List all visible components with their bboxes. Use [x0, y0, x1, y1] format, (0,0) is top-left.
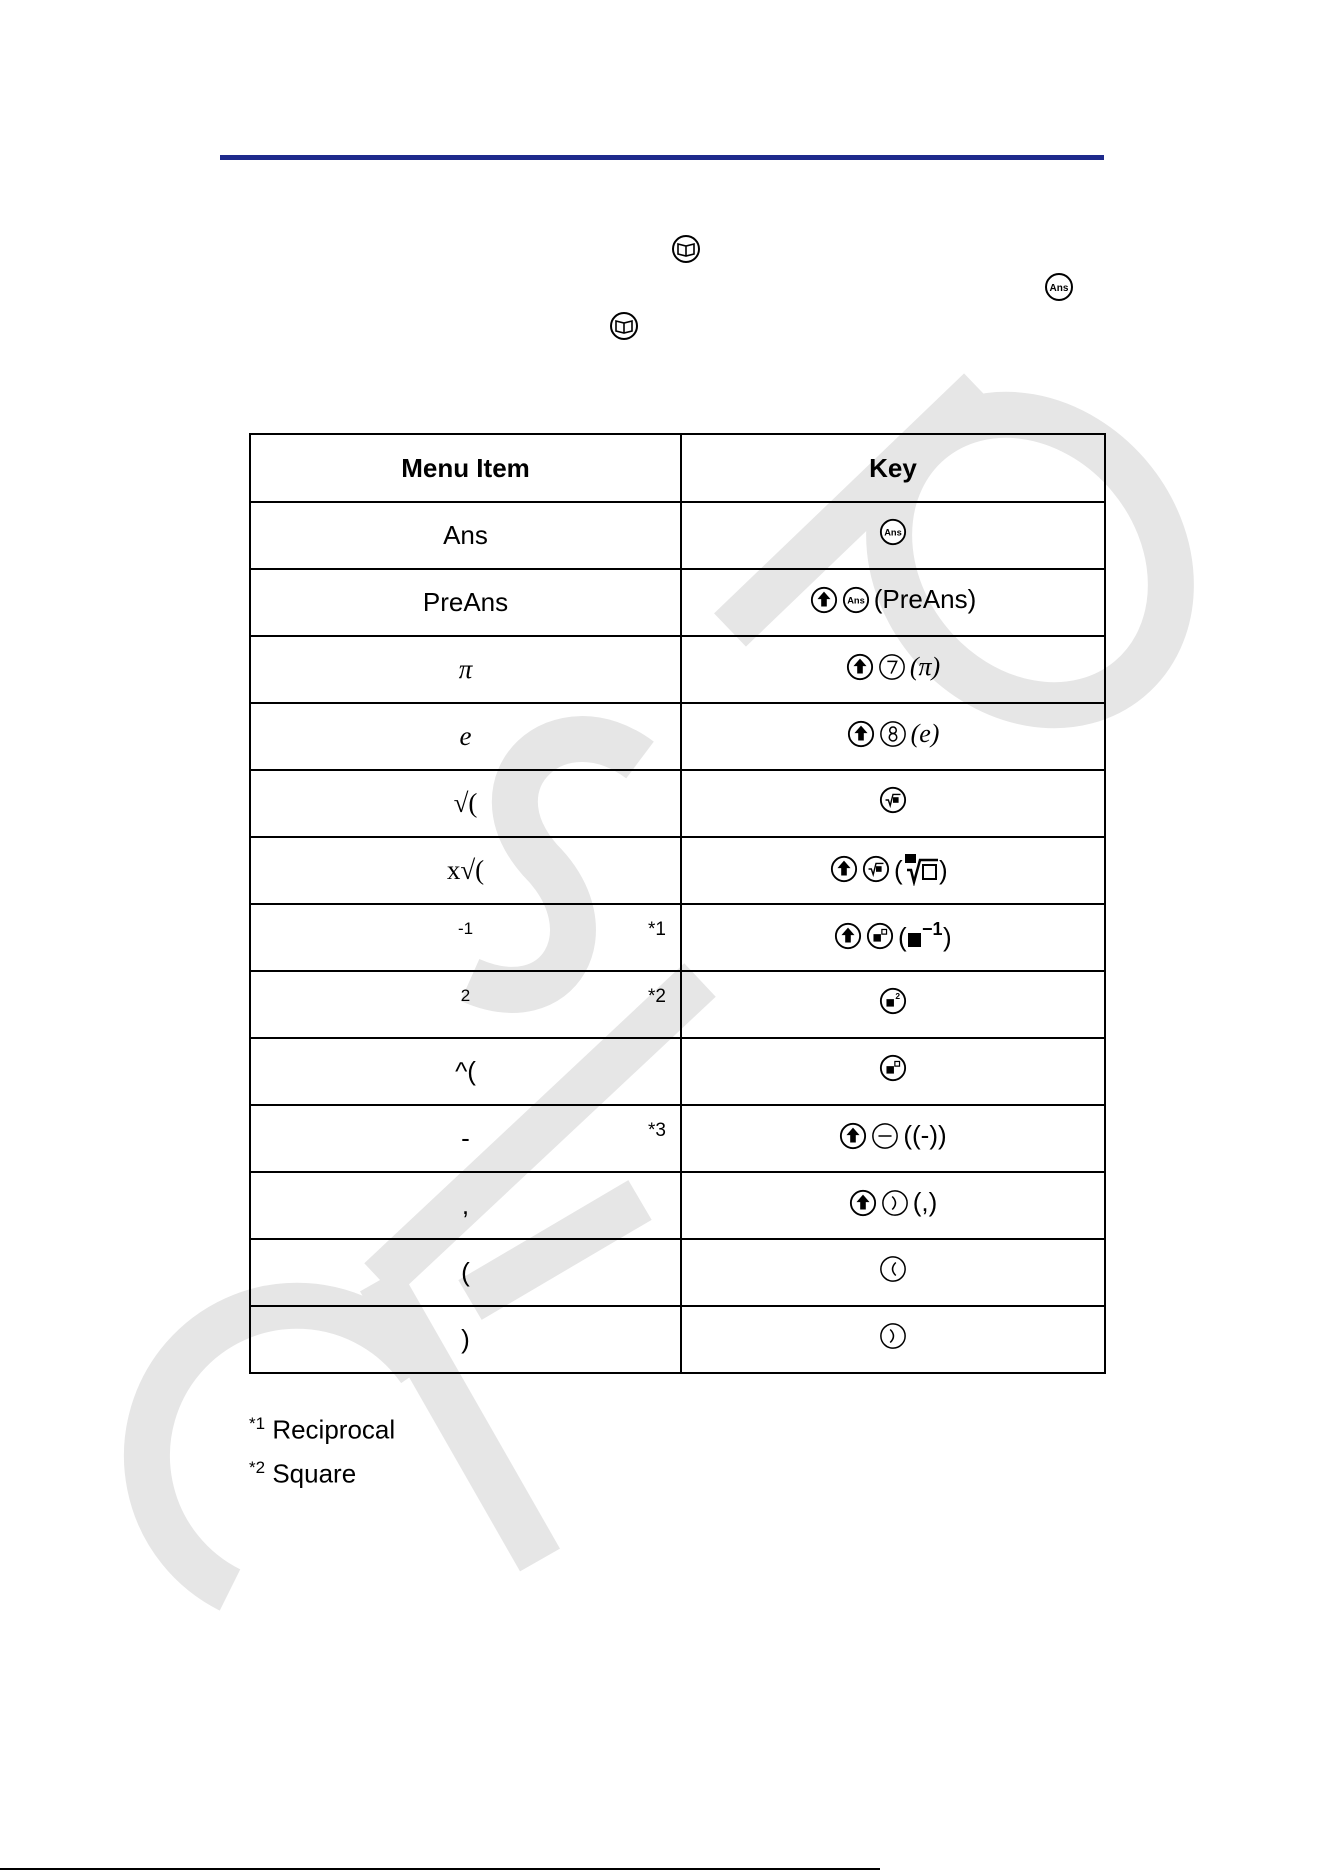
- menu-item-label: 2: [460, 986, 471, 1005]
- key-cell: [681, 837, 1105, 904]
- shift-key-icon: [830, 855, 858, 883]
- menu-item-cell: [250, 502, 681, 569]
- menu-key-table: [249, 433, 1106, 1374]
- ans-key-icon: [879, 518, 907, 546]
- key-label: (e): [910, 718, 940, 748]
- table-row: [250, 569, 1105, 636]
- svg-text:(: (: [894, 854, 903, 885]
- menu-item-cell: [250, 703, 681, 770]
- key-cell: [681, 1038, 1105, 1105]
- footer-rule: [0, 1868, 880, 1870]
- reciprocal-template-icon: [898, 919, 952, 953]
- svg-text:2: 2: [895, 991, 901, 1002]
- key-cell: [681, 502, 1105, 569]
- menu-item-cell: [250, 971, 681, 1038]
- key-label: (,): [912, 1187, 938, 1218]
- table-row: [250, 1306, 1105, 1373]
- menu-item-label: π: [458, 654, 473, 684]
- shift-key-icon: [849, 1189, 877, 1217]
- menu-item-cell: [250, 569, 681, 636]
- table-row: [250, 1172, 1105, 1239]
- footnote: [249, 1449, 395, 1493]
- table-row: [250, 971, 1105, 1038]
- svg-text:−1: −1: [922, 918, 943, 939]
- menu-item-cell: [250, 1038, 681, 1105]
- menu-item-label: e: [459, 721, 472, 751]
- key-label: (PreAns): [873, 584, 977, 615]
- sqrt-key-icon: [879, 786, 907, 814]
- eight-key-icon: [879, 720, 907, 748]
- key-label: ((-)): [903, 1120, 947, 1151]
- menu-item-label: x√(: [446, 855, 485, 885]
- ans-key-icon: [842, 586, 870, 614]
- menu-item-header: Menu Item: [250, 434, 681, 502]
- key-cell: [681, 569, 1105, 636]
- power-key-icon: [879, 1054, 907, 1082]
- table-row: [250, 770, 1105, 837]
- open-paren-key-icon: [879, 1255, 907, 1283]
- footnote-mark: *1: [249, 1414, 266, 1433]
- key-cell: [681, 703, 1105, 770]
- menu-item-cell: [250, 770, 681, 837]
- key-cell: [681, 971, 1105, 1038]
- menu-item-cell: [250, 1172, 681, 1239]
- footnote: [249, 1405, 395, 1449]
- key-cell: [681, 904, 1105, 971]
- svg-text:): ): [939, 854, 948, 885]
- header-rule: [220, 155, 1104, 160]
- menu-item-cell: [250, 636, 681, 703]
- svg-text:Ans: Ans: [846, 595, 865, 606]
- menu-item-label: ): [461, 1324, 470, 1354]
- key-cell: [681, 636, 1105, 703]
- menu-item-label: √(: [453, 788, 478, 818]
- menu-item-label: PreAns: [422, 587, 509, 617]
- key-header: Key: [681, 434, 1105, 502]
- key-cell: [681, 1306, 1105, 1373]
- shift-key-icon: [846, 653, 874, 681]
- footnote-mark: *2: [648, 986, 666, 1007]
- footnote-text: Reciprocal: [272, 1414, 396, 1445]
- table-row: [250, 904, 1105, 971]
- menu-item-cell: [250, 904, 681, 971]
- table-row: [250, 1038, 1105, 1105]
- menu-item-cell: [250, 1105, 681, 1172]
- shift-key-icon: [839, 1122, 867, 1150]
- key-cell: [681, 770, 1105, 837]
- menu-item-label: ,: [461, 1190, 470, 1220]
- square-key-icon: [879, 987, 907, 1015]
- table-row: [250, 636, 1105, 703]
- footnotes: [249, 1405, 395, 1492]
- menu-item-label: ^(: [455, 1056, 476, 1086]
- power-key-icon: [866, 922, 894, 950]
- close-paren-key-icon: [881, 1189, 909, 1217]
- menu-item-label: (: [461, 1257, 470, 1287]
- table-row: [250, 837, 1105, 904]
- menu-item-cell: [250, 1306, 681, 1373]
- nth-root-template-icon: [894, 852, 956, 886]
- table-row: [250, 1239, 1105, 1306]
- table-row: [250, 502, 1105, 569]
- key-cell: [681, 1239, 1105, 1306]
- catalog-key-icon: [609, 311, 639, 341]
- minus-key-icon: [871, 1122, 899, 1150]
- shift-key-icon: [810, 586, 838, 614]
- footnote-mark: *2: [249, 1457, 266, 1477]
- footnote-mark: *3: [648, 1120, 666, 1141]
- table-row: [250, 1105, 1105, 1172]
- footnote-mark: *1: [648, 919, 666, 940]
- menu-item-label: -: [461, 1123, 470, 1153]
- key-cell: [681, 1172, 1105, 1239]
- table-row: [250, 703, 1105, 770]
- shift-key-icon: [847, 720, 875, 748]
- table-header-row: [250, 434, 1105, 502]
- menu-item-label: -1: [457, 919, 474, 938]
- menu-item-cell: [250, 837, 681, 904]
- seven-key-icon: [878, 653, 906, 681]
- sqrt-key-icon: [862, 855, 890, 883]
- key-label: (π): [909, 651, 941, 681]
- svg-text:Ans: Ans: [1049, 283, 1069, 294]
- svg-text:(: (: [898, 921, 907, 952]
- ans-key-icon: [1044, 272, 1074, 302]
- menu-item-label: Ans: [443, 520, 488, 550]
- shift-key-icon: [834, 922, 862, 950]
- close-paren-key-icon: [879, 1322, 907, 1350]
- svg-text:): ): [943, 921, 952, 952]
- catalog-key-icon: [671, 234, 701, 264]
- svg-text:Ans: Ans: [884, 527, 902, 538]
- key-cell: [681, 1105, 1105, 1172]
- menu-item-cell: [250, 1239, 681, 1306]
- footnote-text: Square: [272, 1458, 357, 1489]
